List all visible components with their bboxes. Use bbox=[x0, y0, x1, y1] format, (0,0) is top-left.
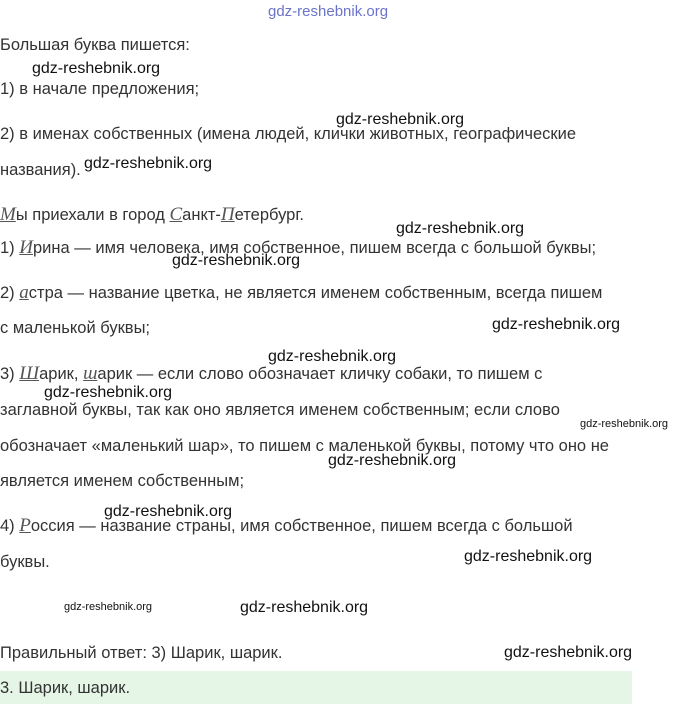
answer-4-text: оссия — название страны, имя собственное, пишем всегда с большой bbox=[30, 517, 573, 535]
answer-3-line-3: обозначает «маленький шар», то пишем с маленькой буквы, потому что оно не bbox=[0, 437, 609, 455]
capital-letter-m: М bbox=[0, 204, 16, 225]
answer-1-text: рина — имя человека, имя собственное, пишем всегда с большой буквы; bbox=[33, 239, 597, 257]
answer-3-text: арик — если слово обозначает кличку собаки, то пишем с bbox=[97, 365, 543, 383]
answer-3-mid: арик, bbox=[39, 365, 84, 383]
answer-2-line-1 bbox=[0, 283, 602, 303]
example-part-3: етербург. bbox=[234, 206, 304, 224]
rule-item-2-line-2: названия). bbox=[0, 161, 81, 179]
watermark: gdz-reshebnik.org bbox=[240, 599, 369, 616]
watermark: gdz-reshebnik.org bbox=[464, 548, 593, 565]
answer-3-letter-2: ш bbox=[83, 363, 98, 384]
answer-3-letter: Ш bbox=[19, 363, 40, 384]
example-part-1: ы приехали в город bbox=[15, 206, 170, 224]
capital-letter-p: П bbox=[220, 204, 235, 225]
rule-item-2-line-1: 2) в именах собственных (имена людей, клички животных, географические bbox=[0, 125, 577, 143]
watermark: gdz-reshebnik.org bbox=[492, 316, 621, 333]
watermark: gdz-reshebnik.org bbox=[328, 452, 457, 469]
answer-4-line-2: буквы. bbox=[0, 553, 50, 571]
example-part-2: анкт- bbox=[182, 206, 221, 224]
answer-3-line-2: заглавной буквы, так как оно является именем собственным; если слово bbox=[0, 401, 560, 419]
answer-4-letter: Р bbox=[19, 515, 31, 536]
answer-box bbox=[0, 671, 632, 704]
watermark-top: gdz-reshebnik.org bbox=[268, 3, 389, 20]
watermark: gdz-reshebnik.org bbox=[104, 503, 233, 520]
rule-intro: Большая буква пишется: bbox=[0, 36, 190, 54]
watermark: gdz-reshebnik.org bbox=[32, 60, 161, 77]
watermark-small: gdz-reshebnik.org bbox=[580, 418, 669, 430]
watermark: gdz-reshebnik.org bbox=[504, 644, 633, 661]
watermark: gdz-reshebnik.org bbox=[268, 348, 397, 365]
watermark: gdz-reshebnik.org bbox=[84, 155, 213, 172]
answer-2-prefix: 2) bbox=[0, 284, 20, 302]
rule-item-1: 1) в начале предложения; bbox=[0, 80, 200, 98]
watermark: gdz-reshebnik.org bbox=[172, 252, 301, 269]
answer-4-prefix: 4) bbox=[0, 517, 20, 535]
answer-4-line-1 bbox=[0, 516, 573, 536]
answer-3-line-1 bbox=[0, 364, 542, 384]
answer-2-line-2: с маленькой буквы; bbox=[0, 319, 151, 337]
capital-letter-s: С bbox=[169, 204, 183, 225]
correct-answer: Правильный ответ: 3) Шарик, шарик. bbox=[0, 644, 283, 662]
watermark: gdz-reshebnik.org bbox=[396, 220, 525, 237]
answer-2-letter: а bbox=[19, 282, 29, 303]
answer-3-prefix: 3) bbox=[0, 365, 20, 383]
watermark: gdz-reshebnik.org bbox=[44, 384, 173, 401]
answer-3-line-4: является именем собственным; bbox=[0, 472, 245, 490]
answer-1-prefix: 1) bbox=[0, 239, 20, 257]
answer-box-text: 3. Шарик, шарик. bbox=[0, 679, 131, 697]
watermark: gdz-reshebnik.org bbox=[336, 111, 465, 128]
answer-2-text: стра — название цветка, не является именем собственным, всегда пишем bbox=[28, 284, 603, 302]
answer-1-letter: И bbox=[19, 237, 33, 258]
example-sentence bbox=[0, 205, 304, 225]
watermark-small: gdz-reshebnik.org bbox=[64, 601, 153, 613]
